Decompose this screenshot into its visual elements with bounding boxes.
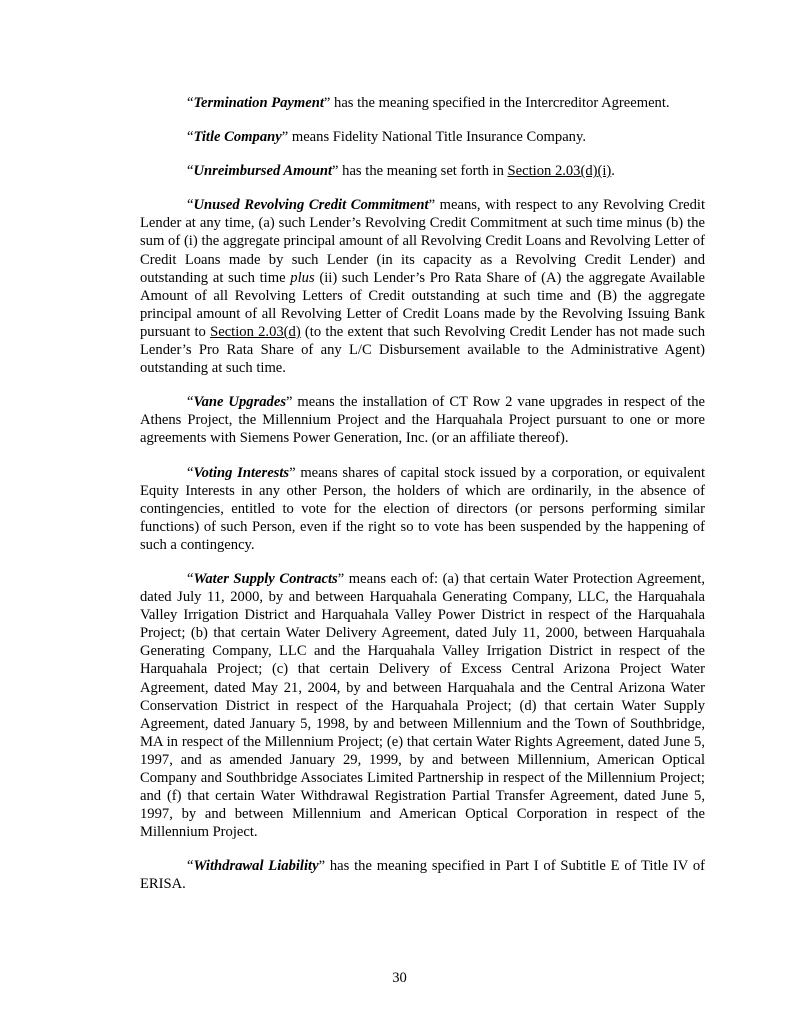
defined-term: Unused Revolving Credit Commitment	[193, 197, 429, 214]
definition-voting-interests	[140, 464, 705, 554]
defined-term: Termination Payment	[193, 95, 324, 111]
definition-title-company	[140, 128, 705, 146]
italic-word: plus	[290, 269, 315, 286]
definition-text: ” means the installation of CT Row 2 vane upgrades in respect of the Athens Project, the Millennium Project and the Harquahala Project pursuant to one or more agreements with Siemens Power Generation, Inc. (or an affiliate thereof).	[140, 394, 705, 447]
defined-term: Voting Interests	[193, 464, 290, 481]
definition-text: (to the extent that such Revolving Credit Lender has not made such Lender’s Pro Rata Share of any L/C Disbursement available to the Administrative Agent) outstanding at such time.	[140, 323, 705, 377]
open-quote: “	[187, 197, 194, 214]
open-quote: “	[187, 394, 194, 411]
definition-water-supply-contracts	[140, 570, 705, 841]
open-quote: “	[187, 858, 194, 875]
defined-term: Unreimbursed Amount	[193, 163, 333, 180]
definition-unused-revolving-credit-commitment	[140, 196, 705, 377]
definition-withdrawal-liability	[140, 857, 705, 893]
definition-termination-payment	[140, 94, 705, 112]
open-quote: “	[187, 163, 194, 180]
defined-term: Water Supply Contracts	[193, 570, 338, 587]
section-reference: Section 2.03(d)	[210, 323, 301, 340]
definition-text: .	[611, 163, 615, 180]
section-reference: Section 2.03(d)(i)	[507, 163, 612, 180]
definition-text: ” means Fidelity National Title Insurance Company.	[281, 129, 586, 146]
definition-text: ” has the meaning specified in Part I of Subtitle E of Title IV of ERISA.	[140, 858, 705, 893]
definition-text: (ii) such Lender’s Pro Rata Share of (A) the aggregate Available Amount of all Revolving Letters of Credit outstanding at such time and (B) the aggregate principal amount of all Revolving Letter of Credit Loans made by the Revolving Issuing Bank pursuant to	[140, 269, 705, 340]
definition-text: ” means, with respect to any Revolving Credit Lender at any time, (a) such Lender’s Revolving Credit Commitment at such time minus (b) the sum of (i) the aggregate principal amount of all Revolving Credit Loans and Revolving Letter of Credit Loans made by such Lender (in its capacity as a Revolving Credit Lender) and outstanding at such time	[140, 197, 706, 286]
document-body	[140, 94, 705, 910]
open-quote: “	[187, 95, 194, 111]
open-quote: “	[187, 464, 194, 481]
open-quote: “	[187, 129, 194, 146]
defined-term: Vane Upgrades	[193, 394, 286, 411]
definition-unreimbursed-amount	[140, 162, 705, 180]
definition-text: ” has the meaning set forth in	[332, 163, 508, 180]
definition-vane-upgrades	[140, 393, 705, 447]
defined-term: Withdrawal Liability	[193, 858, 319, 875]
definition-text: ” has the meaning specified in the Intercreditor Agreement.	[323, 95, 670, 111]
defined-term: Title Company	[193, 129, 282, 146]
open-quote: “	[187, 570, 194, 587]
definition-text: ” means each of: (a) that certain Water Protection Agreement, dated July 11, 2000, by and between Harquahala Generating Company, LLC, the Harquahala Valley Irrigation District and Harquahala Valley Power District in respect of the Harquahala Project; (b) that certain Water Delivery Agreement, dated July 11, 2000, between Harquahala Generating Company, LLC and the Harquahala Valley Irrigation District in respect of the Harquahala Project; (c) that certain Delivery of Excess Central Arizona Project Water Agreement, dated May 21, 2004, by and between Harquahala and the Central Arizona Water Conservation District in respect of the Harquahala Project; (d) that certain Water Supply Agreement, dated January 5, 1998, by and between Millennium and the Town of Southbridge, MA in respect of the Millennium Project; (e) that certain Water Rights Agreement, dated June 5, 1997, and as amended January 29, 1999, by and between Millennium, American Optical Company and Southbridge Associates Limited Partnership in respect of the Millennium Project; and (f) that certain Water Withdrawal Registration Partial Transfer Agreement, dated June 5, 1997, by and between Millennium and American Optical Corporation in respect of the Millennium Project.	[140, 570, 705, 841]
page-number: 30	[392, 970, 407, 986]
definition-text: ” means shares of capital stock issued by a corporation, or equivalent Equity Interests in any other Person, the holders of which are ordinarily, in the absence of contingencies, entitled to vote for the election of directors (or persons performing similar functions) of such Person, even if the right so to vote has been suspended by the happening of such a contingency.	[140, 464, 705, 553]
